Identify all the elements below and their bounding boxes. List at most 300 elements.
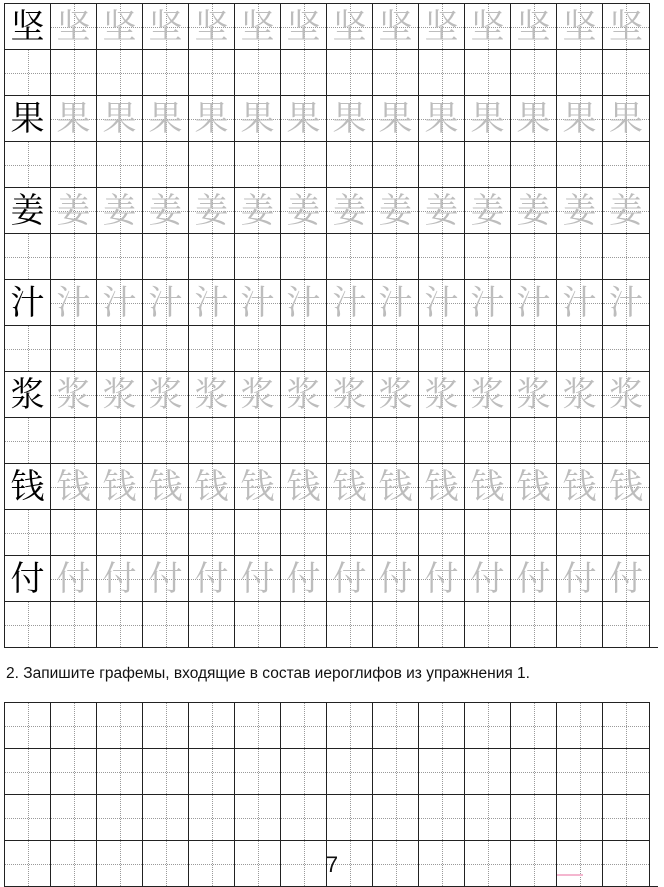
grid-cell[interactable]: [4, 555, 50, 601]
grid-cell[interactable]: [326, 49, 372, 95]
grid-cell[interactable]: [50, 509, 96, 555]
grid-cell[interactable]: [142, 509, 188, 555]
trace-character: 汁: [516, 282, 551, 323]
grid-cell[interactable]: [556, 702, 602, 748]
grid-cell[interactable]: [372, 463, 418, 509]
trace-character: 浆: [609, 374, 643, 415]
grid-cell[interactable]: [418, 417, 464, 463]
grid-cell[interactable]: [234, 325, 280, 371]
grid-cell[interactable]: [510, 141, 556, 187]
trace-character: 果: [609, 98, 643, 139]
grid-cell[interactable]: [326, 702, 372, 748]
grid-cell[interactable]: [602, 794, 650, 840]
grid-cell[interactable]: [142, 3, 188, 49]
grid-cell[interactable]: [418, 49, 464, 95]
grid-cell[interactable]: [234, 601, 280, 647]
character-row: [4, 555, 658, 601]
grid-cell[interactable]: [418, 794, 464, 840]
grid-cell[interactable]: [326, 325, 372, 371]
grid-cell[interactable]: [280, 141, 326, 187]
grid-cell[interactable]: [418, 748, 464, 794]
grid-cell[interactable]: [326, 509, 372, 555]
grid-cell[interactable]: [234, 233, 280, 279]
trace-character: 汁: [332, 282, 367, 323]
trace-character: 坚: [56, 6, 91, 47]
grid-cell[interactable]: [50, 49, 96, 95]
practice-row: [4, 509, 658, 555]
grid-cell[interactable]: [372, 3, 418, 49]
grid-cell[interactable]: [326, 187, 372, 233]
grid-cell[interactable]: [602, 49, 650, 95]
grid-cell[interactable]: [418, 3, 464, 49]
grid-cell[interactable]: [372, 95, 418, 141]
grid-cell[interactable]: [556, 325, 602, 371]
grid-cell[interactable]: [96, 463, 142, 509]
trace-character: 坚: [378, 6, 413, 47]
grid-cell[interactable]: [4, 702, 50, 748]
grid-cell[interactable]: [418, 95, 464, 141]
grid-cell[interactable]: [188, 463, 234, 509]
grid-cell[interactable]: [602, 325, 650, 371]
grid-cell[interactable]: [372, 509, 418, 555]
grid-cell[interactable]: [556, 233, 602, 279]
grid-cell[interactable]: [418, 325, 464, 371]
grid-cell[interactable]: [142, 702, 188, 748]
grid-cell[interactable]: [464, 233, 510, 279]
grid-cell[interactable]: [556, 371, 602, 417]
decorative-mark: [557, 874, 583, 876]
grid-cell[interactable]: [326, 601, 372, 647]
grid-cell[interactable]: [602, 417, 650, 463]
grid-cell[interactable]: [96, 371, 142, 417]
grid-cell[interactable]: [234, 794, 280, 840]
grid-cell[interactable]: [280, 601, 326, 647]
grid-cell[interactable]: [326, 748, 372, 794]
grid-cell[interactable]: [188, 794, 234, 840]
grid-cell[interactable]: [464, 325, 510, 371]
trace-character: 姜: [470, 190, 505, 231]
grid-cell[interactable]: [372, 49, 418, 95]
grid-cell[interactable]: [556, 279, 602, 325]
grid-cell[interactable]: [418, 141, 464, 187]
grid-cell[interactable]: [234, 279, 280, 325]
grid-cell[interactable]: [142, 187, 188, 233]
trace-character: 钱: [378, 466, 413, 507]
grid-cell[interactable]: [602, 3, 650, 49]
grid-cell[interactable]: [510, 187, 556, 233]
grid-cell[interactable]: [464, 49, 510, 95]
grid-cell[interactable]: [4, 371, 50, 417]
grid-cell[interactable]: [96, 141, 142, 187]
trace-character: 付: [102, 558, 137, 599]
grid-cell[interactable]: [372, 371, 418, 417]
grid-cell[interactable]: [50, 601, 96, 647]
trace-character: 付: [424, 558, 459, 599]
grid-cell[interactable]: [188, 509, 234, 555]
trace-character: 姜: [609, 190, 643, 231]
grid-cell[interactable]: [556, 748, 602, 794]
grid-cell[interactable]: [372, 555, 418, 601]
grid-cell[interactable]: [142, 325, 188, 371]
grid-cell[interactable]: [556, 794, 602, 840]
grid-cell[interactable]: [510, 509, 556, 555]
model-character: 坚: [5, 4, 50, 49]
trace-character: 果: [194, 98, 229, 139]
grid-cell[interactable]: [602, 601, 650, 647]
grid-cell[interactable]: [464, 601, 510, 647]
grid-cell[interactable]: [188, 325, 234, 371]
grid-cell[interactable]: [464, 279, 510, 325]
grid-cell[interactable]: [326, 279, 372, 325]
grid-cell[interactable]: [4, 601, 50, 647]
grid-cell[interactable]: [50, 371, 96, 417]
grid-cell[interactable]: [510, 417, 556, 463]
grid-cell[interactable]: [50, 279, 96, 325]
grid-cell[interactable]: [510, 279, 556, 325]
grid-cell[interactable]: [326, 371, 372, 417]
grid-cell[interactable]: [96, 509, 142, 555]
grid-cell[interactable]: [464, 141, 510, 187]
grid-cell[interactable]: [142, 748, 188, 794]
grid-cell[interactable]: [234, 3, 280, 49]
grid-cell[interactable]: [418, 509, 464, 555]
grid-cell[interactable]: [510, 555, 556, 601]
trace-character: 姜: [378, 190, 413, 231]
grid-cell[interactable]: [50, 555, 96, 601]
grid-cell[interactable]: [4, 141, 50, 187]
grid-cell[interactable]: [280, 748, 326, 794]
grid-cell[interactable]: [142, 417, 188, 463]
grapheme-row: [4, 702, 658, 748]
trace-character: 浆: [148, 374, 183, 415]
grid-cell[interactable]: [510, 463, 556, 509]
grid-cell[interactable]: [602, 95, 650, 141]
trace-character: 钱: [332, 466, 367, 507]
grid-cell[interactable]: [4, 463, 50, 509]
grid-cell[interactable]: [4, 279, 50, 325]
grid-cell[interactable]: [418, 233, 464, 279]
grid-cell[interactable]: [188, 371, 234, 417]
grid-cell[interactable]: [372, 187, 418, 233]
practice-row: [4, 417, 658, 463]
grid-cell[interactable]: [280, 371, 326, 417]
trace-character: 浆: [516, 374, 551, 415]
grid-cell[interactable]: [280, 555, 326, 601]
grid-cell[interactable]: [142, 555, 188, 601]
character-practice-grid: [4, 3, 658, 648]
grid-cell[interactable]: [96, 49, 142, 95]
grid-cell[interactable]: [142, 233, 188, 279]
trace-character: 付: [562, 558, 597, 599]
grid-cell[interactable]: [556, 49, 602, 95]
grid-cell[interactable]: [50, 95, 96, 141]
grid-cell[interactable]: [142, 371, 188, 417]
grid-cell[interactable]: [96, 555, 142, 601]
trace-character: 浆: [286, 374, 321, 415]
grid-cell[interactable]: [4, 417, 50, 463]
trace-character: 付: [286, 558, 321, 599]
grid-cell[interactable]: [96, 748, 142, 794]
grid-cell[interactable]: [4, 187, 50, 233]
grid-cell[interactable]: [188, 49, 234, 95]
grid-cell[interactable]: [280, 325, 326, 371]
grid-cell[interactable]: [556, 463, 602, 509]
grid-cell[interactable]: [234, 371, 280, 417]
grid-cell[interactable]: [188, 748, 234, 794]
grid-cell[interactable]: [372, 279, 418, 325]
grid-cell[interactable]: [464, 3, 510, 49]
grid-cell[interactable]: [96, 702, 142, 748]
grid-cell[interactable]: [188, 95, 234, 141]
grid-cell[interactable]: [4, 509, 50, 555]
grid-cell[interactable]: [510, 601, 556, 647]
grid-cell[interactable]: [602, 141, 650, 187]
grid-cell[interactable]: [234, 509, 280, 555]
grid-cell[interactable]: [4, 325, 50, 371]
grid-cell[interactable]: [510, 325, 556, 371]
grid-cell[interactable]: [418, 187, 464, 233]
grid-cell[interactable]: [50, 748, 96, 794]
grid-cell[interactable]: [556, 417, 602, 463]
grid-cell[interactable]: [4, 794, 50, 840]
grid-cell[interactable]: [50, 702, 96, 748]
grid-cell[interactable]: [234, 463, 280, 509]
grid-cell[interactable]: [280, 49, 326, 95]
grid-cell[interactable]: [602, 371, 650, 417]
practice-row: [4, 601, 658, 648]
grid-cell[interactable]: [510, 3, 556, 49]
trace-character: 姜: [424, 190, 459, 231]
grid-cell[interactable]: [234, 187, 280, 233]
grid-cell[interactable]: [602, 187, 650, 233]
grid-cell[interactable]: [464, 95, 510, 141]
grid-cell[interactable]: [556, 555, 602, 601]
trace-character: 果: [470, 98, 505, 139]
grid-cell[interactable]: [556, 141, 602, 187]
trace-character: 付: [240, 558, 275, 599]
grid-cell[interactable]: [96, 794, 142, 840]
trace-character: 坚: [470, 6, 505, 47]
grid-cell[interactable]: [188, 187, 234, 233]
grid-cell[interactable]: [602, 279, 650, 325]
grid-cell[interactable]: [50, 325, 96, 371]
grid-cell[interactable]: [234, 702, 280, 748]
grid-cell[interactable]: [510, 748, 556, 794]
grid-cell[interactable]: [372, 141, 418, 187]
grid-cell[interactable]: [510, 702, 556, 748]
grid-cell[interactable]: [372, 702, 418, 748]
grid-cell[interactable]: [602, 233, 650, 279]
trace-character: 姜: [286, 190, 321, 231]
grid-cell[interactable]: [142, 601, 188, 647]
grid-cell[interactable]: [188, 141, 234, 187]
grid-cell[interactable]: [418, 279, 464, 325]
grid-cell[interactable]: [188, 702, 234, 748]
grid-cell[interactable]: [96, 233, 142, 279]
model-character: 钱: [5, 464, 50, 509]
model-character: 果: [5, 96, 50, 141]
grid-cell[interactable]: [280, 509, 326, 555]
trace-character: 汁: [562, 282, 597, 323]
grid-cell[interactable]: [556, 3, 602, 49]
grid-cell[interactable]: [464, 463, 510, 509]
grid-cell[interactable]: [4, 233, 50, 279]
grid-cell[interactable]: [510, 371, 556, 417]
grid-cell[interactable]: [142, 49, 188, 95]
grid-cell[interactable]: [188, 417, 234, 463]
grid-cell[interactable]: [96, 3, 142, 49]
grid-cell[interactable]: [510, 95, 556, 141]
grid-cell[interactable]: [464, 702, 510, 748]
grid-cell[interactable]: [234, 748, 280, 794]
grid-cell[interactable]: [234, 417, 280, 463]
grid-cell[interactable]: [418, 463, 464, 509]
grid-cell[interactable]: [418, 555, 464, 601]
grid-cell[interactable]: [326, 141, 372, 187]
grid-cell[interactable]: [188, 555, 234, 601]
grid-cell[interactable]: [188, 233, 234, 279]
grid-cell[interactable]: [280, 187, 326, 233]
trace-character: 果: [56, 98, 91, 139]
grid-cell[interactable]: [280, 463, 326, 509]
grid-cell[interactable]: [142, 95, 188, 141]
grid-cell[interactable]: [510, 794, 556, 840]
grid-cell[interactable]: [556, 509, 602, 555]
grid-cell[interactable]: [602, 463, 650, 509]
grid-cell[interactable]: [96, 601, 142, 647]
grid-cell[interactable]: [372, 794, 418, 840]
exercise-2-instruction: 2. Запишите графемы, входящие в состав иероглифов из упражнения 1.: [6, 665, 530, 682]
grid-cell[interactable]: [234, 95, 280, 141]
grid-cell[interactable]: [4, 95, 50, 141]
grid-cell[interactable]: [280, 3, 326, 49]
grid-cell[interactable]: [96, 417, 142, 463]
trace-character: 浆: [102, 374, 137, 415]
grid-cell[interactable]: [234, 49, 280, 95]
character-row: [4, 95, 658, 141]
grid-cell[interactable]: [96, 325, 142, 371]
grid-cell[interactable]: [464, 509, 510, 555]
grid-cell[interactable]: [142, 463, 188, 509]
grid-cell[interactable]: [418, 601, 464, 647]
trace-character: 姜: [56, 190, 91, 231]
grid-cell[interactable]: [4, 3, 50, 49]
grid-cell[interactable]: [280, 95, 326, 141]
trace-character: 果: [378, 98, 413, 139]
character-row: [4, 371, 658, 417]
grapheme-row: [4, 794, 658, 840]
grid-cell[interactable]: [50, 794, 96, 840]
trace-character: 坚: [424, 6, 459, 47]
trace-character: 浆: [240, 374, 275, 415]
grid-cell[interactable]: [556, 601, 602, 647]
grid-cell[interactable]: [556, 187, 602, 233]
grid-cell[interactable]: [142, 141, 188, 187]
grid-cell[interactable]: [50, 3, 96, 49]
grid-cell[interactable]: [372, 233, 418, 279]
grid-cell[interactable]: [372, 325, 418, 371]
grid-cell[interactable]: [96, 95, 142, 141]
grid-cell[interactable]: [372, 417, 418, 463]
character-row: [4, 463, 658, 509]
character-row: [4, 3, 658, 49]
grid-cell[interactable]: [464, 371, 510, 417]
trace-character: 钱: [102, 466, 137, 507]
grid-cell[interactable]: [372, 748, 418, 794]
grid-cell[interactable]: [280, 279, 326, 325]
grid-cell[interactable]: [326, 463, 372, 509]
grid-cell[interactable]: [510, 233, 556, 279]
grid-cell[interactable]: [602, 509, 650, 555]
grid-cell[interactable]: [602, 702, 650, 748]
grid-cell[interactable]: [326, 417, 372, 463]
trace-character: 坚: [516, 6, 551, 47]
grid-cell[interactable]: [188, 601, 234, 647]
grid-cell[interactable]: [50, 187, 96, 233]
trace-character: 坚: [102, 6, 137, 47]
trace-character: 汁: [378, 282, 413, 323]
grid-cell[interactable]: [188, 3, 234, 49]
grid-cell[interactable]: [464, 748, 510, 794]
trace-character: 浆: [332, 374, 367, 415]
grid-cell[interactable]: [464, 794, 510, 840]
trace-character: 果: [562, 98, 597, 139]
trace-character: 浆: [562, 374, 597, 415]
grid-cell[interactable]: [4, 748, 50, 794]
practice-row: [4, 325, 658, 371]
grapheme-row: [4, 748, 658, 794]
grid-cell[interactable]: [372, 601, 418, 647]
grid-cell[interactable]: [418, 702, 464, 748]
grid-cell[interactable]: [50, 141, 96, 187]
grid-cell[interactable]: [326, 3, 372, 49]
grid-cell[interactable]: [280, 794, 326, 840]
grid-cell[interactable]: [96, 279, 142, 325]
trace-character: 钱: [194, 466, 229, 507]
grid-cell[interactable]: [602, 748, 650, 794]
model-character: 汁: [5, 280, 50, 325]
grid-cell[interactable]: [142, 279, 188, 325]
grid-cell[interactable]: [464, 187, 510, 233]
grid-cell[interactable]: [510, 49, 556, 95]
grid-cell[interactable]: [234, 555, 280, 601]
grid-cell[interactable]: [188, 279, 234, 325]
grid-cell[interactable]: [326, 233, 372, 279]
grid-cell[interactable]: [4, 49, 50, 95]
grid-cell[interactable]: [50, 463, 96, 509]
grid-cell[interactable]: [464, 417, 510, 463]
trace-character: 姜: [148, 190, 183, 231]
grid-cell[interactable]: [50, 417, 96, 463]
grid-cell[interactable]: [602, 555, 650, 601]
grid-cell[interactable]: [234, 141, 280, 187]
grid-cell[interactable]: [418, 371, 464, 417]
practice-row: [4, 233, 658, 279]
grid-cell[interactable]: [326, 794, 372, 840]
trace-character: 付: [378, 558, 413, 599]
grid-cell[interactable]: [50, 233, 96, 279]
grid-cell[interactable]: [326, 95, 372, 141]
grid-cell[interactable]: [96, 187, 142, 233]
grid-cell[interactable]: [280, 417, 326, 463]
grid-cell[interactable]: [142, 794, 188, 840]
grid-cell[interactable]: [464, 555, 510, 601]
grid-cell[interactable]: [556, 95, 602, 141]
trace-character: 姜: [562, 190, 597, 231]
grid-cell[interactable]: [280, 233, 326, 279]
grid-cell[interactable]: [280, 702, 326, 748]
grid-cell[interactable]: [326, 555, 372, 601]
